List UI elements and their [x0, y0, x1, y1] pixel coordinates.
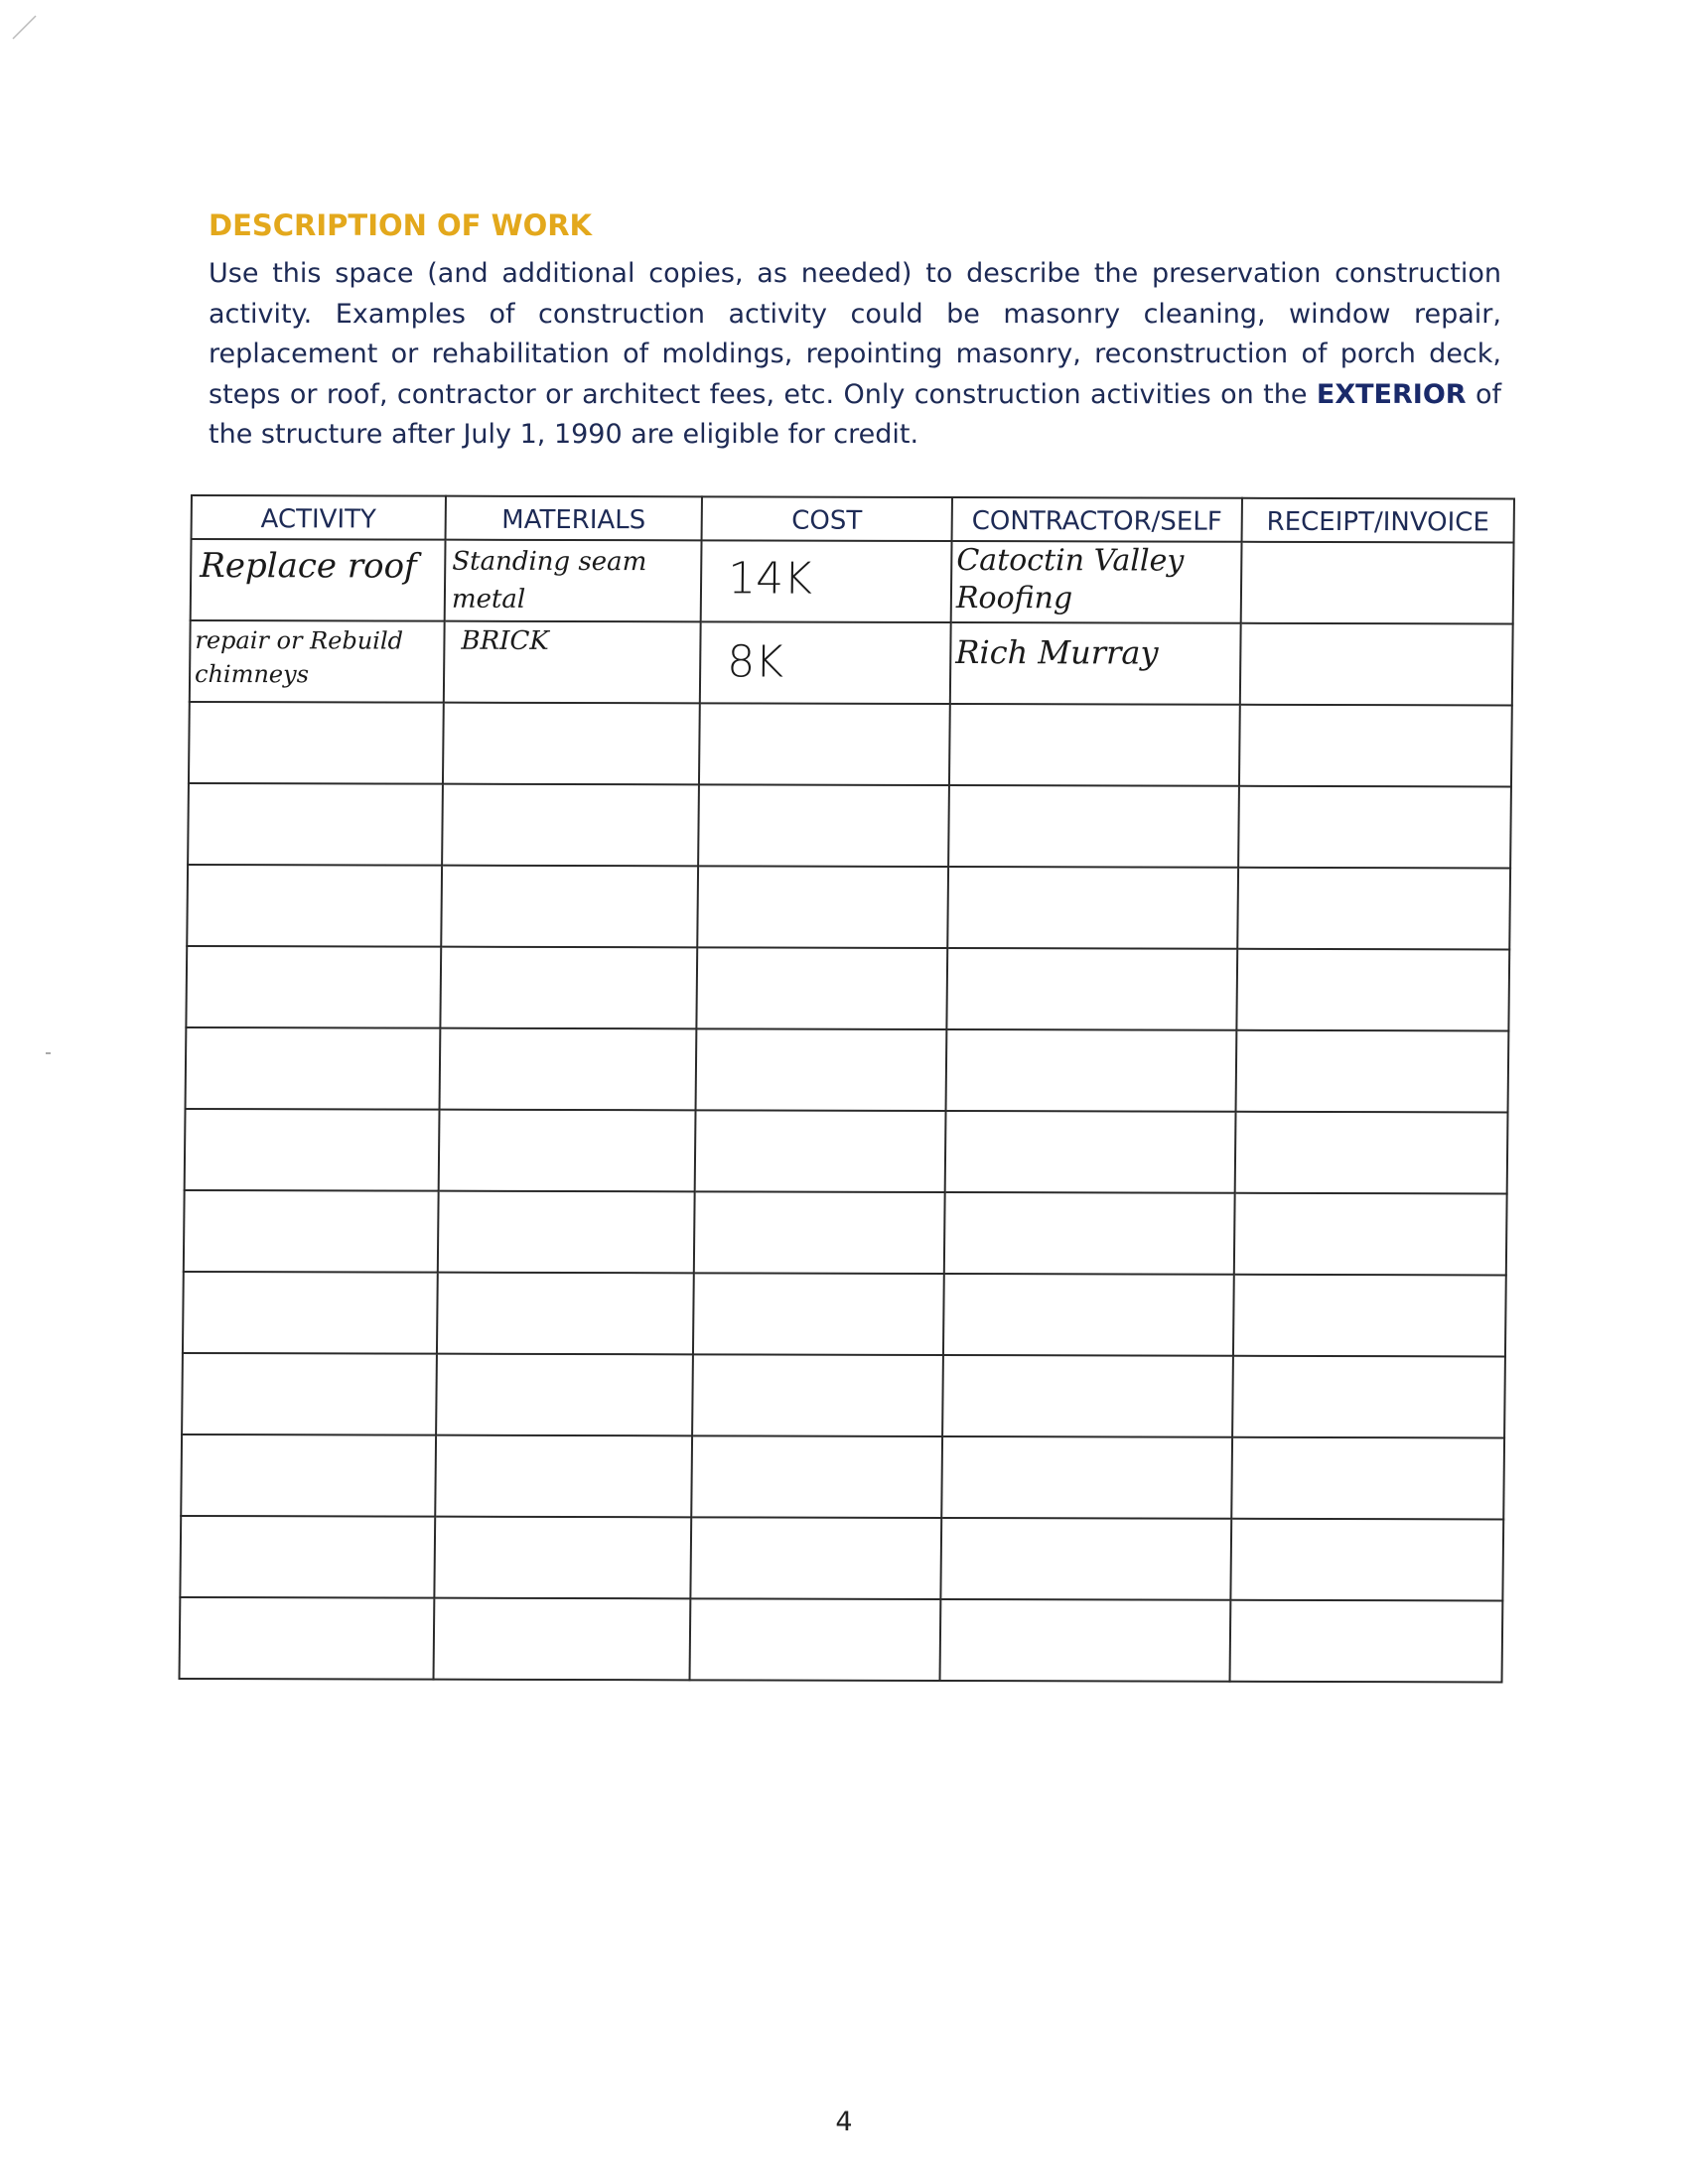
cost-cell[interactable] [690, 1598, 941, 1681]
cost-cell[interactable] [698, 784, 949, 867]
activity-cell[interactable] [189, 702, 444, 784]
receipt-cell[interactable] [1233, 1275, 1506, 1357]
receipt-cell[interactable] [1236, 1030, 1509, 1113]
activity-cell[interactable] [182, 1353, 437, 1435]
materials-cell[interactable] [438, 1191, 695, 1274]
activity-cell[interactable] [190, 620, 445, 703]
table-row [188, 783, 1511, 868]
materials-cell[interactable] [444, 621, 701, 704]
contractor-cell[interactable] [945, 1111, 1236, 1193]
receipt-cell[interactable] [1230, 1519, 1503, 1601]
cost-cell[interactable] [700, 621, 951, 704]
section-heading: DESCRIPTION OF WORK [209, 208, 593, 242]
contractor-cell[interactable] [946, 948, 1237, 1030]
materials-cell[interactable] [436, 1354, 693, 1436]
header-materials: MATERIALS [446, 496, 702, 541]
activity-cell[interactable] [191, 539, 446, 621]
receipt-cell[interactable] [1240, 623, 1513, 706]
intro-text-part2: of the structure after July 1, 1990 are eligible for credit. [209, 378, 1502, 450]
table-row [187, 865, 1510, 949]
receipt-cell[interactable] [1235, 1112, 1508, 1194]
contractor-cell[interactable] [951, 541, 1242, 623]
materials-cell[interactable] [439, 1110, 696, 1192]
receipt-cell[interactable] [1231, 1437, 1504, 1520]
contractor-cell[interactable] [949, 704, 1240, 786]
contractor-cell[interactable] [942, 1355, 1233, 1437]
handwritten-contractor: Rich Murray [955, 633, 1159, 672]
work-table-wrapper [178, 494, 1513, 1683]
work-table [178, 494, 1515, 1683]
intro-paragraph [209, 254, 1501, 456]
activity-cell[interactable] [180, 1597, 435, 1680]
materials-cell[interactable] [440, 947, 697, 1029]
cost-cell[interactable] [692, 1354, 943, 1436]
activity-cell[interactable] [184, 1190, 439, 1273]
materials-cell[interactable] [434, 1517, 691, 1599]
receipt-cell[interactable] [1237, 868, 1510, 950]
handwritten-activity: repair or Rebuild chimneys [194, 626, 404, 689]
activity-cell[interactable] [181, 1434, 436, 1517]
activity-cell[interactable] [183, 1272, 438, 1354]
receipt-cell[interactable] [1239, 705, 1512, 787]
contractor-cell[interactable] [943, 1274, 1234, 1356]
scan-mark-icon [10, 12, 40, 42]
handwritten-materials: BRICK [461, 625, 549, 656]
table-row [180, 1516, 1503, 1600]
table-row [183, 1272, 1506, 1356]
table-row [186, 1027, 1509, 1112]
cost-cell[interactable] [697, 866, 948, 948]
cost-cell[interactable] [695, 1110, 946, 1192]
header-contractor: CONTRACTOR/SELF [952, 497, 1242, 542]
table-row [185, 1109, 1508, 1193]
activity-cell[interactable] [187, 865, 442, 947]
handwritten-cost: 8K [726, 636, 784, 688]
receipt-cell[interactable] [1230, 1600, 1503, 1683]
cost-cell[interactable] [701, 540, 952, 622]
intro-emphasis: EXTERIOR [1316, 378, 1467, 410]
contractor-cell[interactable] [950, 622, 1241, 705]
receipt-cell[interactable] [1241, 542, 1514, 624]
receipt-cell[interactable] [1234, 1193, 1507, 1276]
handwritten-cost: 14K [727, 553, 813, 605]
cost-cell[interactable] [693, 1273, 944, 1355]
header-receipt: RECEIPT/INVOICE [1242, 498, 1514, 543]
page-number: 4 [835, 2107, 853, 2137]
cost-cell[interactable] [696, 1028, 947, 1111]
cost-cell[interactable] [696, 947, 947, 1029]
activity-cell[interactable] [180, 1516, 435, 1598]
materials-cell[interactable] [443, 703, 700, 785]
cost-cell[interactable] [691, 1435, 942, 1518]
contractor-cell[interactable] [941, 1436, 1232, 1519]
activity-cell[interactable] [186, 1027, 441, 1110]
materials-cell[interactable] [440, 1028, 697, 1111]
table-row [180, 1597, 1503, 1682]
table-row [186, 946, 1509, 1030]
activity-cell[interactable] [186, 946, 441, 1028]
contractor-cell[interactable] [946, 1029, 1237, 1112]
table-header-row [192, 495, 1514, 542]
cost-cell[interactable] [699, 703, 950, 785]
table-row [184, 1190, 1507, 1275]
table-row [189, 702, 1512, 786]
header-activity: ACTIVITY [192, 495, 446, 540]
contractor-cell[interactable] [947, 867, 1238, 949]
contractor-cell[interactable] [944, 1192, 1235, 1275]
header-cost: COST [702, 496, 952, 541]
materials-cell[interactable] [442, 784, 699, 867]
receipt-cell[interactable] [1232, 1356, 1505, 1438]
intro-text-part1: Use this space (and additional copies, as needed) to describe the preservation construction activity. Examples of construction activity could be masonry cleaning, window repair, replacement or rehabilitation of moldings, repointing masonry, reconstruction of porch deck, steps or roof, contractor or architect fees, etc. Only construction activities on the [209, 258, 1501, 410]
materials-cell[interactable] [445, 540, 702, 622]
materials-cell[interactable] [441, 866, 698, 948]
handwritten-materials: Standing seam metal [451, 546, 647, 614]
table-row [191, 539, 1514, 623]
materials-cell[interactable] [434, 1598, 691, 1681]
scan-speck [46, 1052, 51, 1054]
receipt-cell[interactable] [1236, 949, 1509, 1031]
handwritten-contractor: Catoctin Valley Roofing [955, 543, 1185, 616]
activity-cell[interactable] [188, 783, 443, 866]
table-row [182, 1353, 1505, 1437]
table-row [190, 620, 1513, 705]
contractor-cell[interactable] [948, 785, 1239, 868]
cost-cell[interactable] [690, 1517, 941, 1599]
contractor-cell[interactable] [940, 1599, 1231, 1682]
materials-cell[interactable] [437, 1273, 694, 1355]
handwritten-activity: Replace roof [200, 546, 417, 587]
cost-cell[interactable] [694, 1191, 945, 1274]
activity-cell[interactable] [185, 1109, 440, 1191]
contractor-cell[interactable] [940, 1518, 1231, 1600]
receipt-cell[interactable] [1238, 786, 1511, 869]
table-row [181, 1434, 1504, 1519]
materials-cell[interactable] [435, 1435, 692, 1518]
